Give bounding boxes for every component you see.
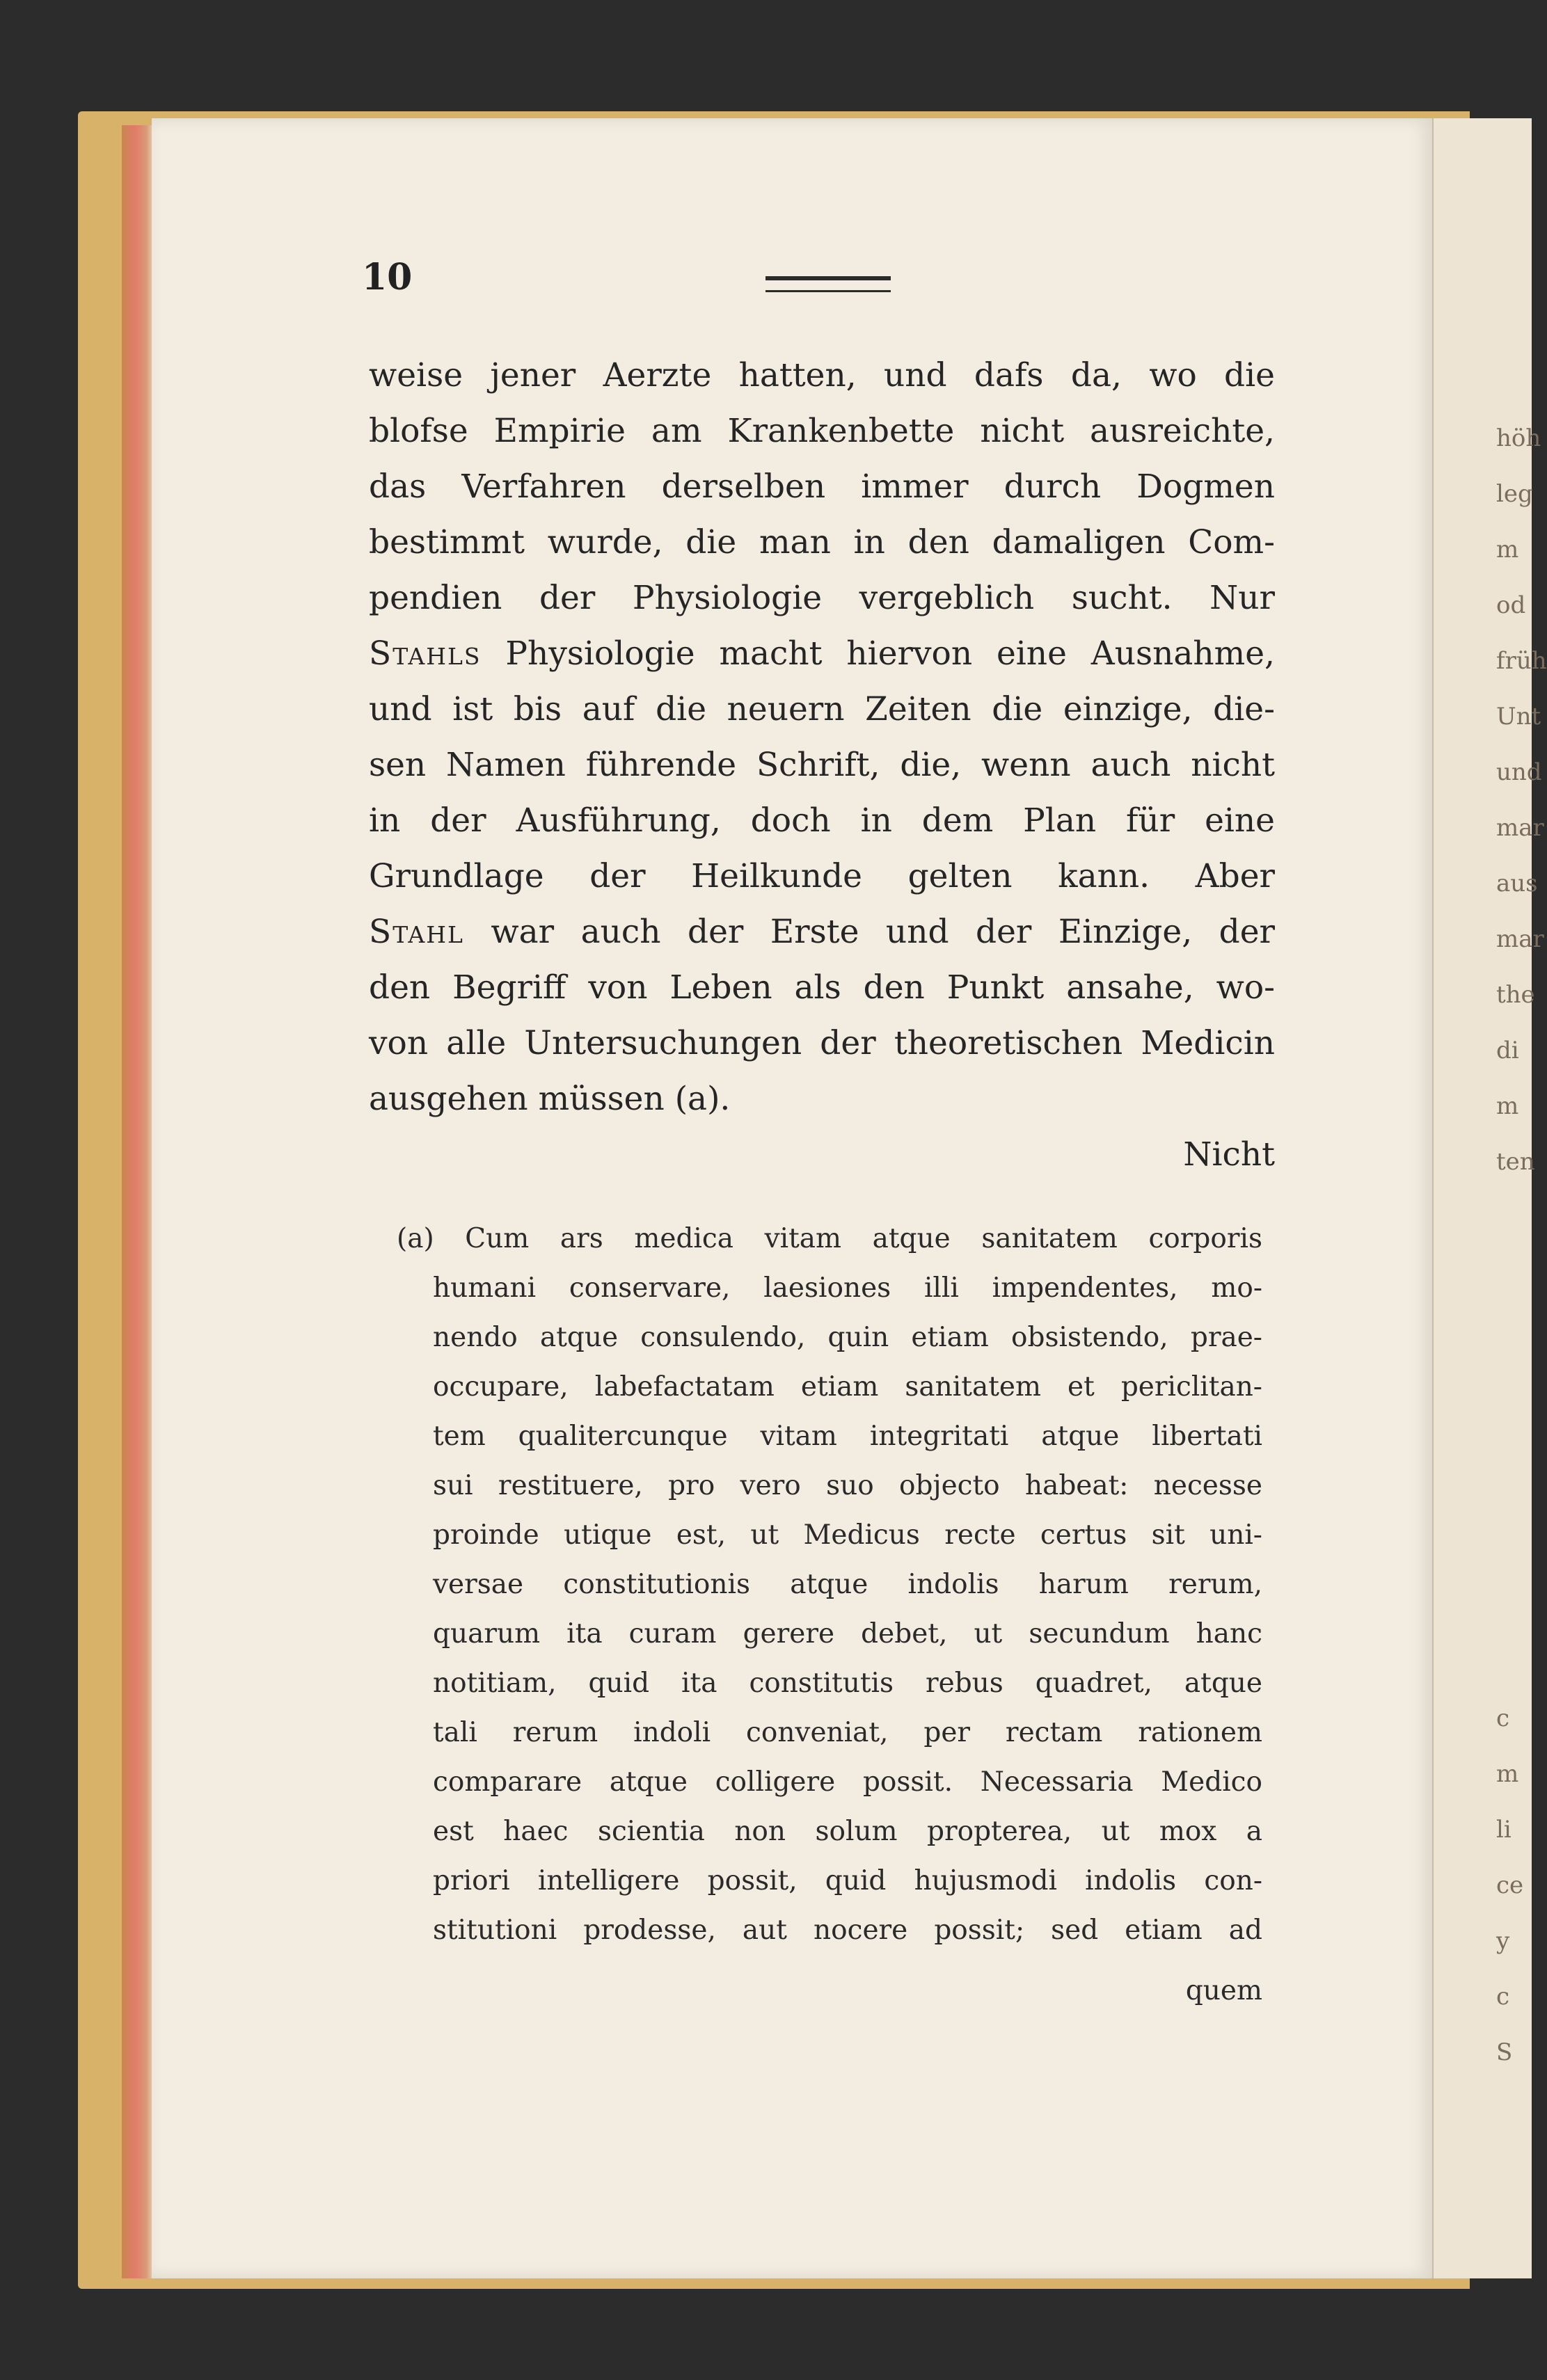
header-ornament-rule — [765, 276, 891, 292]
next-page-text: mar — [1496, 925, 1544, 953]
next-page-text: leg — [1496, 480, 1533, 508]
footnote-catchword: quem — [1185, 1975, 1262, 2006]
next-page-text: m — [1496, 536, 1519, 564]
next-page-text: ten — [1496, 1148, 1535, 1176]
footnote-line: humani conservare, laesiones illi impendentes, mo- — [433, 1272, 1262, 1304]
footnote-line: nendo atque consulendo, quin etiam obsistendo, prae- — [433, 1322, 1262, 1353]
next-page-text: früh — [1496, 647, 1547, 675]
footnote-line: est haec scientia non solum propterea, ut mox a — [433, 1816, 1262, 1847]
next-page-text: od — [1496, 591, 1526, 619]
footnote-line: stitutioni prodesse, aut nocere possit; sed etiam ad — [433, 1915, 1262, 1946]
body-line: von alle Untersuchungen der theoretischen Medicin — [369, 1024, 1275, 1062]
smallcaps-name: Stahls — [369, 634, 482, 673]
body-line: das Verfahren derselben immer durch Dogmen — [369, 468, 1275, 506]
next-page-text: und — [1496, 758, 1542, 786]
page-number: 10 — [362, 256, 413, 298]
next-page-text: y — [1496, 1927, 1510, 1955]
footnote-line: tem qualitercunque vitam integritati atque libertati — [433, 1421, 1262, 1452]
body-line: blofse Empirie am Krankenbette nicht ausreichte, — [369, 412, 1275, 450]
footnote-line: quarum ita curam gerere debet, ut secundum hanc — [433, 1618, 1262, 1650]
next-page-text: c — [1496, 1983, 1510, 2011]
footnote-line: tali rerum indoli conveniat, per rectam rationem — [433, 1717, 1262, 1748]
footnote-line: comparare atque colligere possit. Necessaria Medico — [433, 1766, 1262, 1798]
body-line: ausgehen müssen (a). — [369, 1080, 731, 1118]
footnote-line: sui restituere, pro vero suo objecto habeat: necesse — [433, 1470, 1262, 1501]
next-page-text: the — [1496, 981, 1535, 1009]
body-line: bestimmt wurde, die man in den damaligen Com- — [369, 523, 1275, 561]
catchword: Nicht — [1183, 1135, 1275, 1174]
next-page-text: aus — [1496, 870, 1538, 897]
next-page-text: m — [1496, 1092, 1519, 1120]
body-line: und ist bis auf die neuern Zeiten die einzige, die- — [369, 690, 1275, 728]
next-page-text: di — [1496, 1037, 1519, 1064]
body-line: in der Ausführung, doch in dem Plan für eine — [369, 801, 1275, 840]
footnote-line: occupare, labefactatam etiam sanitatem et periclitan- — [433, 1371, 1262, 1403]
next-page-text: Unt — [1496, 703, 1541, 730]
body-line: Grundlage der Heilkunde gelten kann. Aber — [369, 857, 1275, 895]
footnote-line: (a) Cum ars medica vitam atque sanitatem corporis — [397, 1223, 1262, 1254]
footnote-line: versae constitutionis atque indolis harum rerum, — [433, 1569, 1262, 1600]
smallcaps-name: Stahl — [369, 913, 464, 951]
next-page-text: c — [1496, 1704, 1510, 1732]
next-page-text: ce — [1496, 1871, 1524, 1899]
footnote-line: notitiam, quid ita constitutis rebus quadret, atque — [433, 1668, 1262, 1699]
body-line-rest: war auch der Erste und der Einzige, der — [491, 913, 1275, 951]
next-page-text: li — [1496, 1816, 1512, 1844]
body-line: den Begriff von Leben als den Punkt ansahe, wo- — [369, 968, 1275, 1007]
body-line-with-smallcaps — [369, 904, 1275, 960]
footnote-line: proinde utique est, ut Medicus recte certus sit uni- — [433, 1519, 1262, 1551]
body-line-rest: Physiologie macht hiervon eine Ausnahme, — [505, 634, 1275, 673]
body-line: pendien der Physiologie vergeblich sucht. Nur — [369, 579, 1275, 617]
next-page-text: mar — [1496, 814, 1544, 842]
footnote-line: priori intelligere possit, quid hujusmodi indolis con- — [433, 1865, 1262, 1896]
next-page-text: S — [1496, 2038, 1513, 2066]
body-line-with-smallcaps — [369, 626, 1275, 682]
next-page-text: m — [1496, 1760, 1519, 1788]
body-line: sen Namen führende Schrift, die, wenn auch nicht — [369, 746, 1275, 784]
next-page-text: höh — [1496, 424, 1541, 452]
next-page-edge — [1432, 118, 1547, 2278]
body-line: weise jener Aerzte hatten, und dafs da, wo die — [369, 356, 1275, 394]
